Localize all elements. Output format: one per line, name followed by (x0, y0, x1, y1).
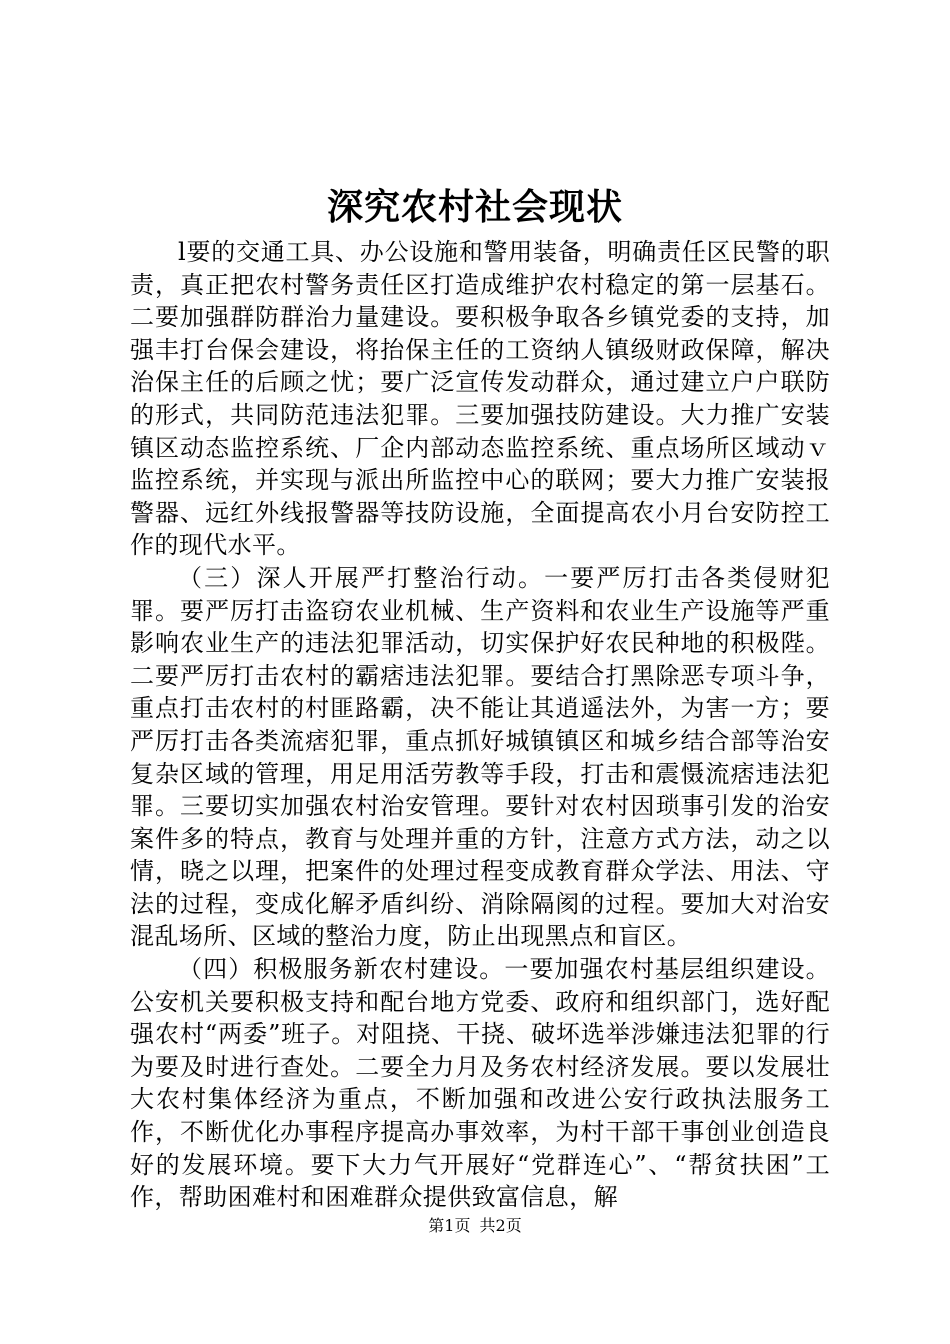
document-body (130, 236, 830, 1214)
paragraph-2: （三）深人开展严打整治行动。一要严厉打击各类侵财犯罪。要严厉打击盗窃农业机械、生产资料和农业生产设施等严重影响农业生产的违法犯罪活动，切实保护好农民种地的积极陛。二要严厉打击农村的霸痞违法犯罪。要结合打黑除恶专项斗争，重点打击农村的村匪路霸，决不能让其逍遥法外，为害一方；要严厉打击各类流痞犯罪，重点抓好城镇镇区和城乡结合部等治安复杂区域的管理，用足用活劳教等手段，打击和震慑流痞违法犯罪。三要切实加强农村治安管理。要针对农村因琐事引发的治安案件多的特点，教育与处理并重的方针，注意方式方法，动之以情，晓之以理，把案件的处理过程变成教育群众学法、用法、守法的过程，变成化解矛盾纠纷、消除隔阂的过程。要加大对治安混乱场所、区域的整治力度，防止出现黑点和盲区。 (130, 563, 830, 951)
paragraph-3: （四）积极服务新农村建设。一要加强农村基层组织建设。公安机关要积极支持和配台地方党委、政府和组织部门，选好配强农村“两委”班子。对阻挠、干挠、破坏选举涉嫌违法犯罪的行为要及时进行查处。二要全力月及务农村经济发展。要以发展壮大农村集体经济为重点，不断加强和改进公安行政执法服务工作，不断优化办事程序提高办事效率，为村干部干事创业创造良好的发展环境。要下大力气开展好“党群连心”、“帮贫扶困”工作，帮助困难村和困难群众提供致富信息，解 (130, 955, 830, 1212)
page-number: 第1页 (428, 1216, 471, 1235)
page-total: 共2页 (479, 1216, 522, 1235)
document-title: 深究农村社会现状 (326, 187, 623, 228)
paragraph-1: l要的交通工具、办公设施和警用装备，明确责任区民警的职责，真正把农村警务责任区打造成维护农村稳定的第一层基石。二要加强群防群治力量建设。要积极争取各乡镇党委的支持，加强丰打台保会建设，将抬保主任的工资纳人镇级财政保障，解决治保主任的后顾之忧；要广泛宣传发动群众，通过建立户户联防的形式，共同防范违法犯罪。三要加强技防建设。大力推广安装镇区动态监控系统、厂企内部动态监控系统、重点场所区域动ｖ监控系统，并实现与派出所监控中心的联网；要大力推广安装报警器、远红外线报警器等技防设施，全面提高农小月台安防控工作的现代水平。 (130, 238, 830, 560)
page-footer (0, 1214, 950, 1238)
